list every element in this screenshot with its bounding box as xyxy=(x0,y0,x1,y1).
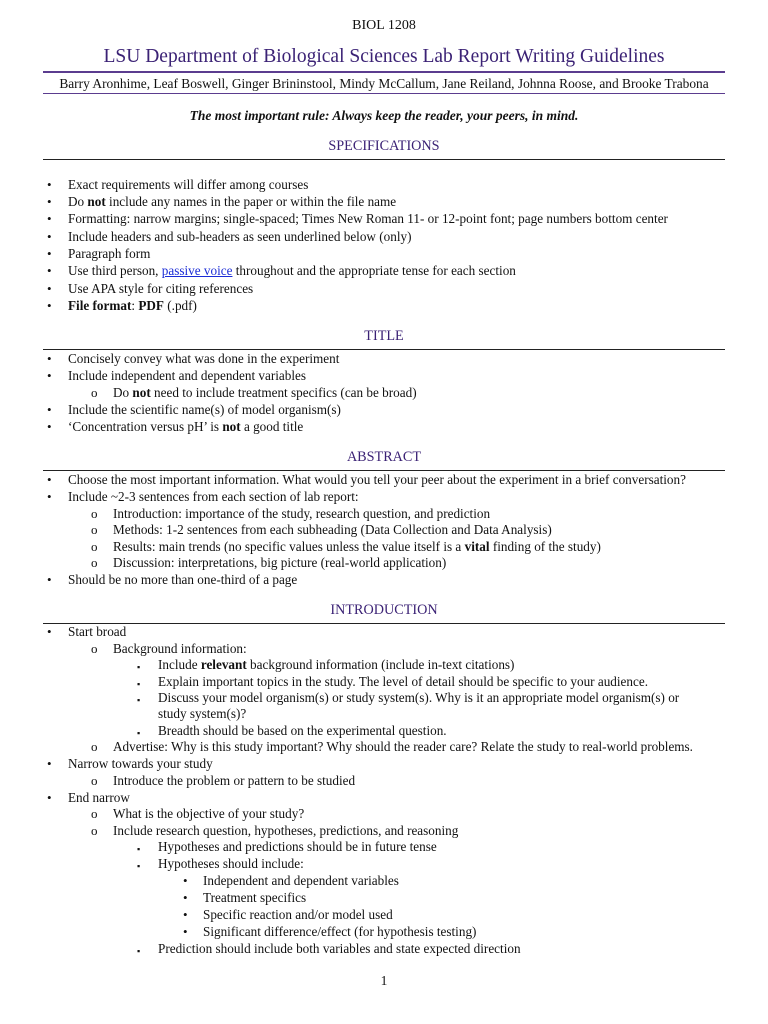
circle-bullet-icon: o xyxy=(91,641,98,656)
specifications-divider xyxy=(43,159,725,160)
bullet-icon: • xyxy=(47,402,52,417)
authors-divider xyxy=(43,93,725,94)
bullet-icon: • xyxy=(47,572,52,587)
circle-bullet-icon: o xyxy=(91,739,98,754)
circle-bullet-icon: o xyxy=(91,506,98,521)
bullet-icon: • xyxy=(47,194,52,209)
bullet-icon: • xyxy=(47,298,52,313)
bullet-icon: • xyxy=(47,229,52,244)
square-bullet-icon: ▪ xyxy=(137,679,141,689)
abstract-heading: ABSTRACT xyxy=(346,449,422,465)
title-divider xyxy=(43,71,725,73)
square-bullet-icon: ▪ xyxy=(137,662,141,672)
circle-bullet-icon: o xyxy=(91,555,98,570)
circle-bullet-icon: o xyxy=(91,539,98,554)
bullet-icon: • xyxy=(47,281,52,296)
most-important-rule: The most important rule: Always keep the reader, your peers, in mind. xyxy=(189,108,579,123)
circle-bullet-icon: o xyxy=(91,806,98,821)
bullet-icon: • xyxy=(47,211,52,226)
document-title: LSU Department of Biological Sciences Lab Report Writing Guidelines xyxy=(103,46,665,67)
circle-bullet-icon: o xyxy=(91,522,98,537)
passive-voice-link[interactable]: passive voice xyxy=(161,263,233,278)
page-number: 1 xyxy=(380,973,388,988)
square-bullet-icon: ▪ xyxy=(137,946,141,956)
abstract-divider xyxy=(43,470,725,471)
square-bullet-icon: ▪ xyxy=(137,844,141,854)
bullet-icon: • xyxy=(47,368,52,383)
bullet-icon: • xyxy=(183,907,188,922)
document-page: BIOL 1208 LSU Department of Biological Sciences Lab Report Writing Guidelines Barry Aronhime, Leaf Boswell, Ginger Brininstool, Mindy McCallum, Jane Reiland, Johnna Roose, and Brooke Trabona The most important rule: Always keep the reader, your peers, in mind. SPECIFICATIONS • Exact requirements will differ among courses • Do not include any names in the paper or within the file name • Formatting: narrow margins; single-spaced; Times New Roman 11- or 12-point font; page numbers bottom center • Include headers and sub-headers as seen underlined below (only) • Paragraph form • Use third person, passive voice throughout and the appropriate tense for each section • Use APA style for citing references • File format: PDF (.pdf) TITLE • Concisely convey what was done in the experiment • Include independent and dependent variables o Do not need to include treatment specifics (can be broad) • Include the scientific name(s) of model organism(s) • ‘Concentration versus pH’ is not a good title ABSTRACT • Choose the most important information. What would you tell your peer about the experiment in a brief conversation? • Include ~2-3 sentences from each section of lab report: o Introduction: importance of the study, research question, and prediction o Methods: 1-2 sentences from each subheading (Data Collection and Data Analysis) o Results: main trends (no specific values unless the value itself is a vital finding of the study) o Discussion: interpretations, big picture (real-world application) • Should be no more than one-third of a page INTRODUCTION • Start broad o Background information: ▪ Include relevant background information (include in-text citations) ▪ Explain important topics in the study. The level of detail should be specific to your audience. ▪ Discuss your model organism(s) or study system(s). Why is it an appropriate model organism(s) or study system(s)? ▪ Breadth should be based on the experimental question. o Advertise: Why is this study important? Why should the reader care? Relate the study to real-world problems. • Narrow towards your study o Introduce the problem or pattern to be studied • End narrow o What is the objective of your study? o Include research question, hypotheses, predictions, and reasoning ▪ Hypotheses and predictions should be in future tense ▪ Hypotheses should include: • Independent and dependent variables • Treatment specifics • Specific reaction and/or model used • Significant difference/effect (for hypothesis testing) ▪ Prediction should include both variables and state expected direction 1 xyxy=(0,0,768,1024)
bullet-icon: • xyxy=(183,924,188,939)
bullet-icon: • xyxy=(47,472,52,487)
square-bullet-icon: ▪ xyxy=(137,728,141,738)
bullet-icon: • xyxy=(47,263,52,278)
circle-bullet-icon: o xyxy=(91,385,98,400)
bullet-icon: • xyxy=(183,873,188,888)
square-bullet-icon: ▪ xyxy=(137,695,141,705)
square-bullet-icon: ▪ xyxy=(137,861,141,871)
bullet-icon: • xyxy=(47,756,52,771)
title-heading: TITLE xyxy=(364,328,404,344)
circle-bullet-icon: o xyxy=(91,773,98,788)
bullet-icon: • xyxy=(47,790,52,805)
introduction-divider xyxy=(43,623,725,624)
bullet-icon: • xyxy=(47,419,52,434)
bullet-icon: • xyxy=(47,489,52,504)
course-code: BIOL 1208 xyxy=(352,18,416,33)
bullet-icon: • xyxy=(47,246,52,261)
bullet-icon: • xyxy=(47,351,52,366)
circle-bullet-icon: o xyxy=(91,823,98,838)
title-divider xyxy=(43,349,725,350)
authors-line: Barry Aronhime, Leaf Boswell, Ginger Brininstool, Mindy McCallum, Jane Reiland, Johnna Roose, and Brooke Trabona xyxy=(59,76,709,91)
bullet-icon: • xyxy=(47,177,52,192)
specifications-heading: SPECIFICATIONS xyxy=(328,138,440,154)
bullet-icon: • xyxy=(183,890,188,905)
bullet-icon: • xyxy=(47,624,52,639)
introduction-heading: INTRODUCTION xyxy=(330,602,438,618)
